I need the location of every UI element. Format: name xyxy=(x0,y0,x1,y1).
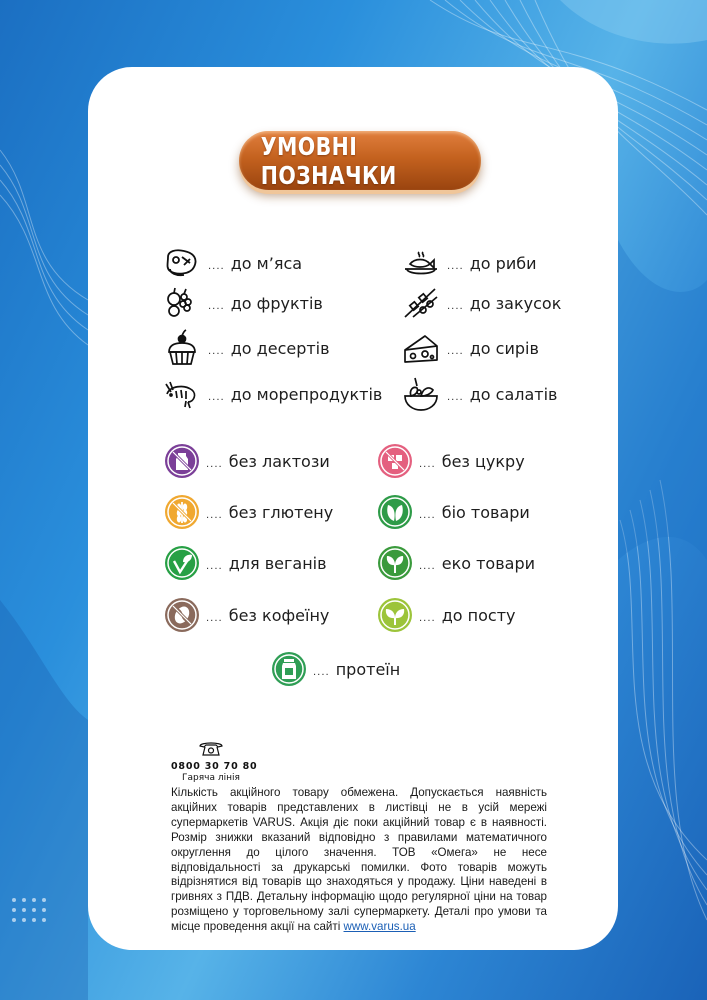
hotline-label: Гаряча лінія xyxy=(182,773,240,783)
badge-label: біо товари xyxy=(441,502,530,522)
leader-dots: .... xyxy=(208,345,225,357)
lent-icon xyxy=(377,597,413,633)
fish-icon xyxy=(401,243,441,283)
no-sugar-icon xyxy=(377,443,413,479)
leader-dots: .... xyxy=(419,560,436,572)
badge-protein xyxy=(271,651,400,687)
legend-seafood xyxy=(162,374,382,414)
badge-no-caffeine xyxy=(164,597,329,633)
protein-icon xyxy=(271,651,307,687)
leader-dots: .... xyxy=(313,666,330,678)
legend-label: до сирів xyxy=(469,338,539,358)
badge-label: протеїн xyxy=(335,659,401,679)
legend-salad xyxy=(401,374,557,414)
disclaimer-text xyxy=(171,786,547,935)
salad-icon xyxy=(401,374,441,414)
leader-dots: .... xyxy=(206,560,223,572)
legend-label: до десертів xyxy=(230,338,330,358)
badge-label: до посту xyxy=(441,605,516,625)
website-link[interactable]: www.varus.ua xyxy=(343,920,416,934)
legend-label: до фруктів xyxy=(230,293,323,313)
leader-dots: .... xyxy=(208,391,225,403)
leader-dots: .... xyxy=(208,300,225,312)
leader-dots: .... xyxy=(447,345,464,357)
legend-label: до риби xyxy=(469,253,537,273)
legend-fish xyxy=(401,243,536,283)
leader-dots: .... xyxy=(447,300,464,312)
legend-label: до салатів xyxy=(469,384,558,404)
vegan-icon xyxy=(164,545,200,581)
no-lactose-icon xyxy=(164,443,200,479)
legend-fruits xyxy=(162,283,323,323)
hotline-number: 0800 30 70 80 xyxy=(171,761,258,772)
legend-cheese xyxy=(401,328,539,368)
page-title: УМОВНІ ПОЗНАЧКИ xyxy=(260,131,397,190)
no-gluten-icon xyxy=(164,494,200,530)
no-caffeine-icon xyxy=(164,597,200,633)
leader-dots: .... xyxy=(419,509,436,521)
badge-label: без лактози xyxy=(228,451,330,471)
eco-icon xyxy=(377,545,413,581)
seafood-icon xyxy=(162,374,202,414)
badge-no-gluten xyxy=(164,494,333,530)
legend-label: до закусок xyxy=(469,293,562,313)
legend-label: до м’яса xyxy=(230,253,303,273)
bio-icon xyxy=(377,494,413,530)
leader-dots: .... xyxy=(447,260,464,272)
leader-dots: .... xyxy=(419,612,436,624)
leader-dots: .... xyxy=(206,509,223,521)
legend-meat xyxy=(162,243,302,283)
leader-dots: .... xyxy=(447,391,464,403)
legend-label: до морепродуктів xyxy=(230,384,383,404)
disclaimer-body: Кількість акційного товару обмежена. Допускається наявність акційних товарів представлених в листівці не в усій мережі супермаркетів VARUS. Акція діє поки акційний товар є в наявності. Розмір знижки вказаний відповідно з правилами математичного округлення до цілого значення. ТОВ «Омега» не несе відповідальності за друкарські помилки. Фото товарів можуть відрізнятися від товарів що знаходяться у продажу. Ціни наведені в гривнях з ПДВ. Детальну інформацію щодо регулярної ціни на товар розміщено у торговельному залі супермаркету. Деталі про умови та місце проведення акції на сайті xyxy=(171,786,547,934)
badge-no-sugar xyxy=(377,443,525,479)
meat-icon xyxy=(162,243,202,283)
badge-label: без кофеїну xyxy=(228,605,330,625)
legend-dessert xyxy=(162,328,330,368)
snacks-icon xyxy=(401,283,441,323)
badge-label: еко товари xyxy=(441,553,535,573)
badge-eco xyxy=(377,545,535,581)
badge-bio xyxy=(377,494,530,530)
badge-label: без цукру xyxy=(441,451,525,471)
phone-icon xyxy=(171,739,251,761)
leader-dots: .... xyxy=(208,260,225,272)
leader-dots: .... xyxy=(419,458,436,470)
fruits-icon xyxy=(162,283,202,323)
leader-dots: .... xyxy=(206,458,223,470)
legend-snacks xyxy=(401,283,561,323)
dessert-icon xyxy=(162,328,202,368)
title-banner xyxy=(239,131,481,190)
hotline xyxy=(171,739,258,783)
badge-lent xyxy=(377,597,516,633)
leader-dots: .... xyxy=(206,612,223,624)
badge-no-lactose xyxy=(164,443,330,479)
badge-label: без глютену xyxy=(228,502,334,522)
cheese-icon xyxy=(401,328,441,368)
badge-vegan xyxy=(164,545,327,581)
badge-label: для веганів xyxy=(228,553,327,573)
